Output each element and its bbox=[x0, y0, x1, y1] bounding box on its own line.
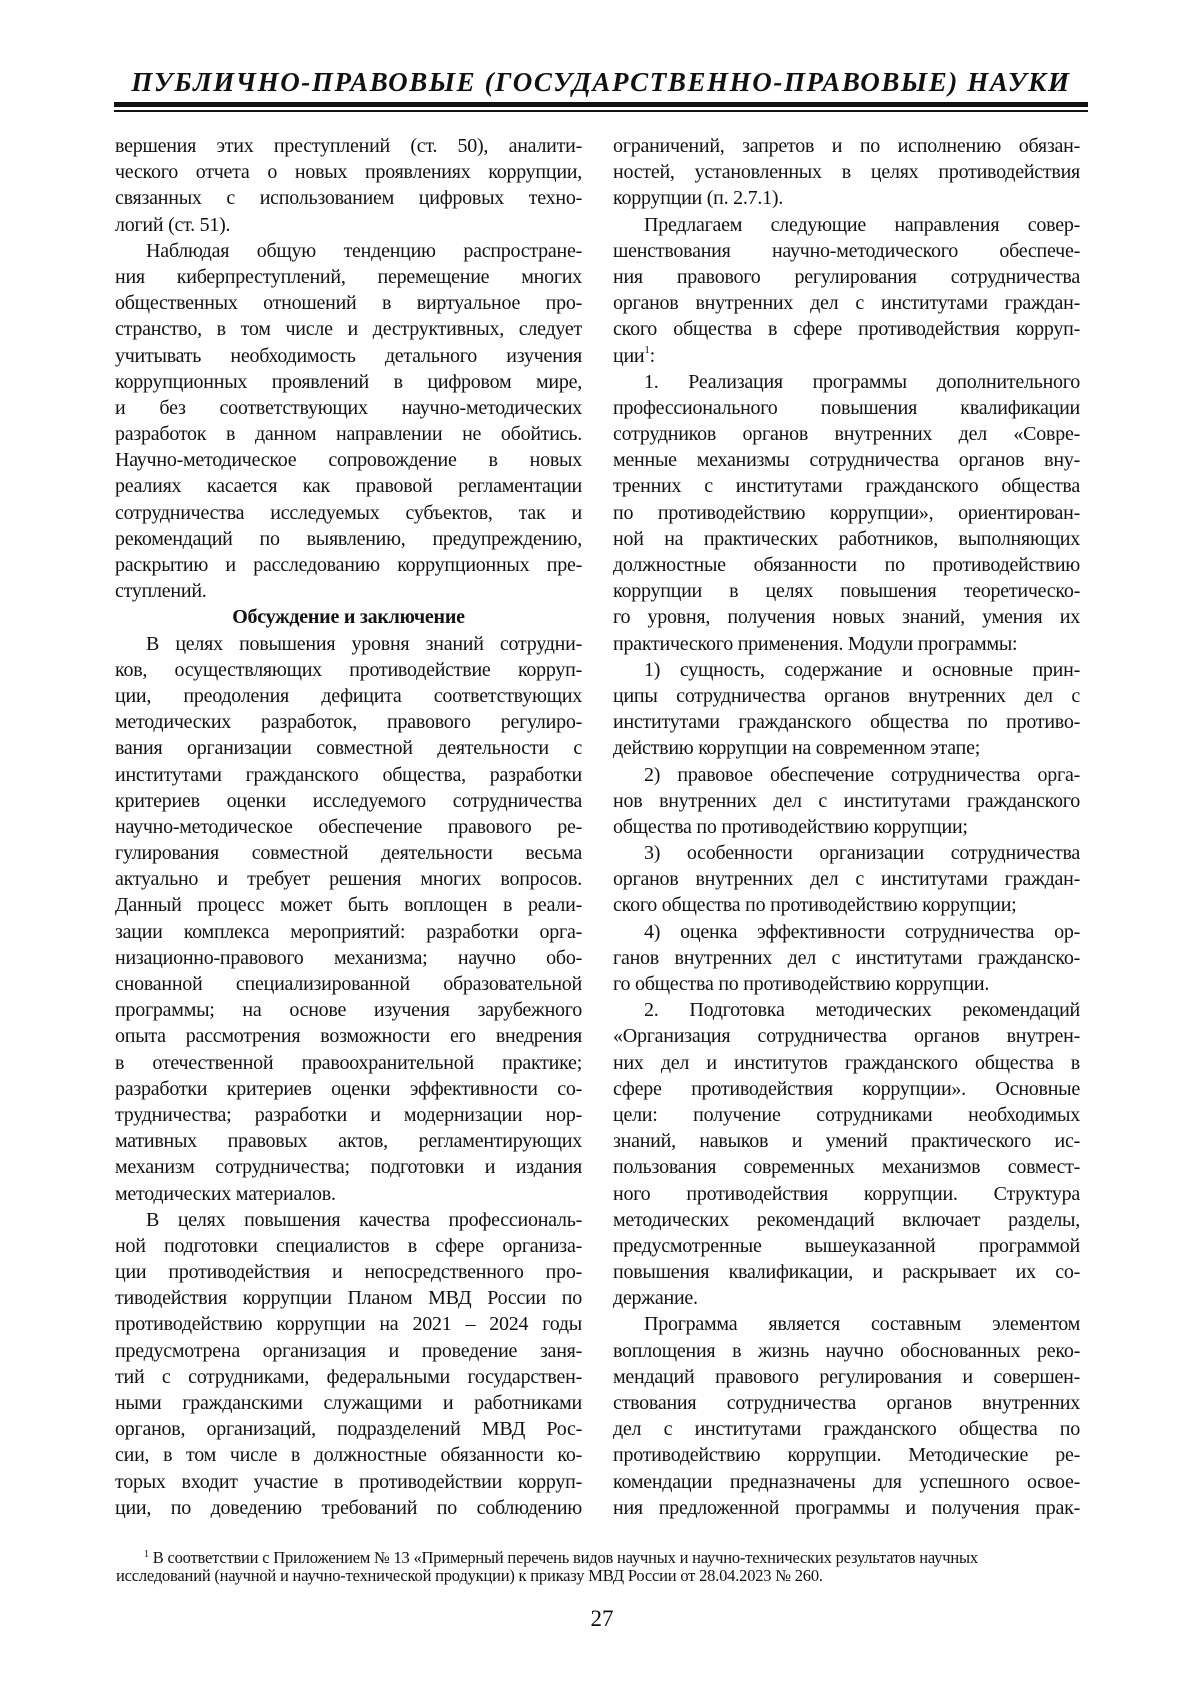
text-line: программы; на основе изучения зарубежного bbox=[115, 999, 582, 1022]
text-fragment: ции bbox=[613, 344, 645, 367]
text-line: по противодействию коррупции», ориентирован- bbox=[613, 501, 1080, 524]
text-line: цели: получение сотрудниками необходимых bbox=[613, 1103, 1080, 1126]
text-line: институтами гражданского общества по противо- bbox=[613, 711, 1080, 734]
text-line: Данный процесс может быть воплощен в реали- bbox=[115, 894, 582, 917]
footnote-mark: 1 bbox=[144, 1549, 149, 1560]
text-line: коррупции в целях повышения теоретическо- bbox=[613, 580, 1080, 603]
text-line: учитывать необходимость детального изучения bbox=[115, 344, 582, 367]
text-line: низационно-правового механизма; научно обо- bbox=[115, 946, 582, 969]
text-line: сотрудничества исследуемых субъектов, так и bbox=[115, 501, 582, 524]
text-line: механизм сотрудничества; подготовки и издания bbox=[115, 1156, 582, 1179]
left-column bbox=[115, 133, 582, 1521]
text-line: логий (ст. 51). bbox=[115, 213, 231, 236]
text-line: торых входит участие в противодействии корруп- bbox=[115, 1470, 582, 1493]
text-line: трудничества; разработки и модернизации нор- bbox=[115, 1103, 582, 1126]
text-line: повышения квалификации, и раскрывает их со- bbox=[613, 1261, 1080, 1284]
text-line: противодействию коррупции. Методические ре- bbox=[613, 1444, 1080, 1467]
footnote-line: исследований (научной и научно-технической продукции) к приказу МВД России от 28.04.2023 № 260. bbox=[116, 1566, 823, 1585]
text-line: 1. Реализация программы дополнительного bbox=[644, 370, 1080, 393]
text-line: зации комплекса мероприятий: разработки орга- bbox=[115, 920, 582, 943]
text-line: 2. Подготовка методических рекомендаций bbox=[644, 999, 1080, 1022]
text-line: ной на практических работников, выполняющих bbox=[613, 527, 1080, 550]
text-line: снованной специализированной образовательной bbox=[115, 973, 582, 995]
text-line: профессионального повышения квалификации bbox=[613, 396, 1080, 419]
text-line: и без соответствующих научно-методических bbox=[115, 396, 582, 419]
text-line: методических разработок, правового регулиро- bbox=[115, 711, 582, 734]
text-line: тиводействия коррупции Планом МВД России по bbox=[115, 1287, 582, 1310]
text-line: опыта рассмотрения возможности его внедрения bbox=[115, 1025, 582, 1048]
text-line: пользования современных механизмов совмест- bbox=[613, 1156, 1080, 1179]
text-line: ции, по доведению требований по соблюдению bbox=[115, 1496, 582, 1519]
text-line: ными гражданскими служащими и работниками bbox=[115, 1392, 582, 1414]
text-line: ной подготовки специалистов в сфере организа- bbox=[115, 1234, 582, 1257]
text-line: ков, осуществляющих противодействие корруп- bbox=[115, 658, 582, 681]
text-line: В целях повышения уровня знаний сотрудни- bbox=[146, 632, 582, 655]
text-line: в отечественной правоохранительной практике; bbox=[115, 1051, 582, 1074]
text-line: связанных с использованием цифровых техно- bbox=[115, 187, 582, 210]
text-line: вания организации совместной деятельности с bbox=[115, 737, 582, 760]
text-line: ния предложенной программы и получения прак- bbox=[613, 1496, 1080, 1519]
text-line: держание. bbox=[613, 1287, 698, 1310]
text-line: коррупции (п. 2.7.1). bbox=[613, 187, 784, 210]
text-line: научно-методическое обеспечение правового ре- bbox=[115, 815, 582, 838]
text-line: методических рекомендаций включает разделы, bbox=[613, 1208, 1080, 1231]
text-line: общественных отношений в виртуальное про- bbox=[115, 292, 582, 315]
text-line: 1) сущность, содержание и основные прин- bbox=[644, 658, 1080, 681]
text-line: ступлений. bbox=[115, 580, 207, 603]
text-line: знаний, навыков и умений практического ис- bbox=[613, 1130, 1080, 1153]
text-line: воплощения в жизнь научно обоснованных реко- bbox=[613, 1339, 1080, 1362]
text-line: го общества по противодействию коррупции. bbox=[613, 973, 990, 995]
text-line: дел с институтами гражданского общества по bbox=[613, 1418, 1080, 1441]
text-line: методических материалов. bbox=[115, 1182, 336, 1205]
text-line: тренних с институтами гражданского общества bbox=[613, 475, 1080, 498]
text-line: рекомендаций по выявлению, предупреждению, bbox=[115, 527, 582, 550]
text-line: шенствования научно-методического обеспече- bbox=[613, 239, 1080, 262]
text-line: предусмотренные вышеуказанной программой bbox=[613, 1234, 1080, 1257]
text-line: 4) оценка эффективности сотрудничества ор- bbox=[644, 920, 1080, 943]
text-line: актуально и требует решения многих вопросов. bbox=[115, 868, 582, 891]
text-line: ского общества по противодействию коррупции; bbox=[613, 894, 1017, 917]
text-line: 2) правовое обеспечение сотрудничества орга- bbox=[644, 763, 1080, 786]
text-line: странство, в том числе и деструктивных, следует bbox=[115, 318, 582, 341]
section-heading: Обсуждение и заключение bbox=[232, 606, 465, 629]
text-line: ния правового регулирования сотрудничества bbox=[613, 265, 1080, 288]
text-line bbox=[613, 343, 1080, 369]
text-line: ностей, установленных в целях противодействия bbox=[613, 161, 1080, 184]
text-line: мендаций правового регулирования и совершен- bbox=[613, 1365, 1080, 1388]
text-line: коррупционных проявлений в цифровом мире, bbox=[115, 370, 582, 393]
text-line: противодействию коррупции на 2021 – 2024 годы bbox=[115, 1313, 582, 1336]
text-line: ции, преодоления дефицита соответствующих bbox=[115, 684, 582, 707]
text-line: реалиях касается как правовой регламентации bbox=[115, 475, 582, 498]
text-line: разработки критериев оценки эффективности со- bbox=[115, 1077, 582, 1100]
text-line: ствования сотрудничества органов внутренних bbox=[613, 1392, 1080, 1414]
text-line: институтами гражданского общества, разработки bbox=[115, 763, 582, 786]
text-line: ского общества в сфере противодействия корруп- bbox=[613, 318, 1080, 341]
text-line: органов, организаций, подразделений МВД Рос- bbox=[115, 1418, 582, 1441]
text-line: них дел и институтов гражданского общества в bbox=[613, 1051, 1080, 1074]
text-line: ного противодействия коррупции. Структура bbox=[613, 1182, 1080, 1205]
text-line: Научно-методическое сопровождение в новых bbox=[115, 449, 582, 472]
text-line: ограничений, запретов и по исполнению обязан- bbox=[613, 135, 1080, 157]
text-line: менные механизмы сотрудничества органов вну- bbox=[613, 449, 1080, 472]
text-line: В целях повышения качества профессиональ- bbox=[146, 1208, 582, 1231]
text-line: должностные обязанности по противодействию bbox=[613, 554, 1080, 576]
text-line: раскрытию и расследованию коррупционных пре- bbox=[115, 554, 582, 576]
text-line: тий с сотрудниками, федеральными государствен- bbox=[115, 1365, 582, 1388]
text-line: органов внутренних дел с институтами граждан- bbox=[613, 292, 1080, 315]
text-line: комендации предназначены для успешного освое- bbox=[613, 1470, 1080, 1493]
text-line: практического применения. Модули программы: bbox=[613, 632, 1018, 655]
text-line: 3) особенности организации сотрудничества bbox=[644, 842, 1080, 865]
text-line: критериев оценки исследуемого сотрудничества bbox=[115, 789, 582, 812]
text-line: сфере противодействия коррупции». Основные bbox=[613, 1077, 1080, 1100]
text-line: сотрудников органов внутренних дел «Совре- bbox=[613, 423, 1080, 446]
text-line: сии, в том числе в должностные обязанности ко- bbox=[115, 1444, 582, 1467]
text-line: Программа является составным элементом bbox=[644, 1313, 1080, 1336]
page-number: 27 bbox=[590, 1606, 614, 1631]
footnote bbox=[116, 1549, 1080, 1585]
header-rule-thick bbox=[114, 102, 1088, 107]
text-line: ганов внутренних дел с институтами гражданско- bbox=[613, 946, 1080, 969]
text-fragment: : bbox=[649, 344, 655, 367]
text-line: Наблюдая общую тенденцию распростране- bbox=[146, 239, 582, 262]
text-line: общества по противодействию коррупции; bbox=[613, 815, 968, 838]
right-column bbox=[613, 133, 1080, 1521]
text-line: ческого отчета о новых проявлениях коррупции, bbox=[115, 161, 582, 184]
text-line: разработок в данном направлении не обойтись. bbox=[115, 423, 582, 446]
text-line: предусмотрена организация и проведение заня- bbox=[115, 1339, 582, 1362]
footnote-line bbox=[116, 1549, 1080, 1567]
text-line: нов внутренних дел с институтами гражданского bbox=[613, 789, 1080, 812]
text-line: ципы сотрудничества органов внутренних дел с bbox=[613, 684, 1080, 707]
text-line: вершения этих преступлений (ст. 50), аналити- bbox=[115, 135, 582, 157]
text-line: «Организация сотрудничества органов внутрен- bbox=[613, 1025, 1080, 1048]
text-line: Предлагаем следующие направления совер- bbox=[644, 213, 1080, 236]
text-line: гулирования совместной деятельности весьма bbox=[115, 842, 582, 865]
footnote-text: В соответствии с Приложением № 13 «Примерный перечень видов научных и научно-технических результатов научных bbox=[152, 1548, 978, 1567]
footnote-reference: 1 bbox=[644, 343, 650, 356]
text-line: ния киберпреступлений, перемещение многих bbox=[115, 265, 582, 288]
text-line: мативных правовых актов, регламентирующих bbox=[115, 1130, 582, 1153]
running-header: ПУБЛИЧНО-ПРАВОВЫЕ (ГОСУДАРСТВЕННО-ПРАВОВЫЕ) НАУКИ bbox=[131, 67, 1071, 97]
header-rule-thin bbox=[114, 110, 1088, 112]
text-line: органов внутренних дел с институтами граждан- bbox=[613, 868, 1080, 891]
text-line: действию коррупции на современном этапе; bbox=[613, 737, 981, 760]
text-line: го уровня, получения новых знаний, умения их bbox=[613, 606, 1080, 629]
text-line: ции противодействия и непосредственного про- bbox=[115, 1261, 582, 1284]
